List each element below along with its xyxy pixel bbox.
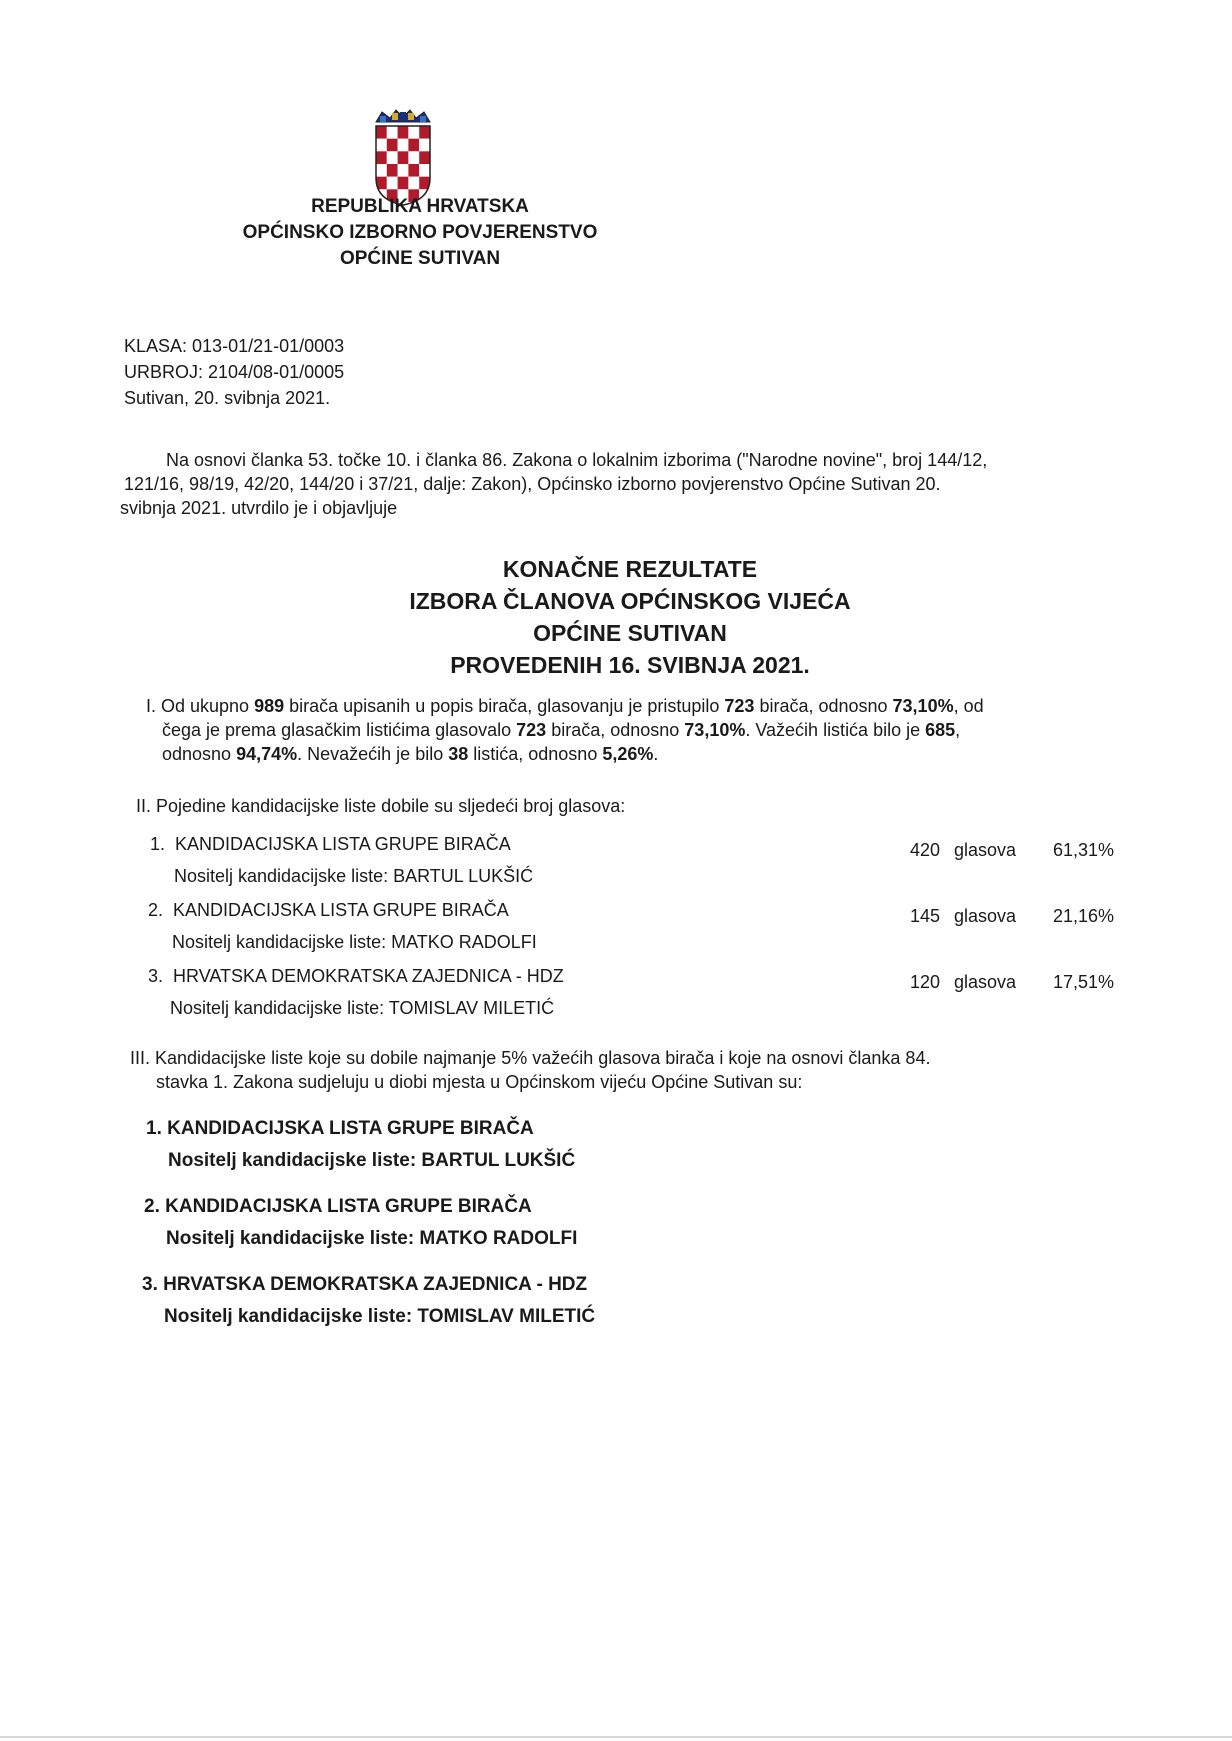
title-line-4: PROVEDENIH 16. SVIBNJA 2021.	[450, 652, 810, 678]
valid-pct: 94,74%	[236, 744, 298, 764]
crest-crown	[376, 110, 430, 122]
voted-ballots: 723	[516, 720, 547, 740]
title-line-3: OPĆINE SUTIVAN	[533, 620, 727, 646]
total-voters: 989	[254, 696, 285, 716]
place-date: Sutivan, 20. svibnja 2021.	[124, 388, 331, 408]
valid-count: 685	[925, 720, 956, 740]
result-list-3: 3. HRVATSKA DEMOKRATSKA ZAJEDNICA - HDZ	[148, 966, 564, 986]
result-word-3: glasova	[954, 972, 1017, 992]
shield-square	[387, 164, 398, 177]
result-word-1: glasova	[954, 840, 1017, 860]
shield-square	[419, 126, 430, 139]
voted-count: 723	[724, 696, 755, 716]
result-list-1: 1. KANDIDACIJSKA LISTA GRUPE BIRAČA	[150, 834, 511, 854]
qualified-holder-2: Nositelj kandidacijske liste: MATKO RADOLFI	[166, 1228, 578, 1249]
shield-square	[387, 177, 398, 190]
qualified-list-2: 2. KANDIDACIJSKA LISTA GRUPE BIRAČA	[144, 1196, 532, 1217]
intro-line-2: 121/16, 98/19, 42/20, 144/20 i 37/21, dalje: Zakon), Općinsko izborno povjerenstvo Općine Sutivan 20.	[124, 474, 941, 494]
result-holder-3: Nositelj kandidacijske liste: TOMISLAV MILETIĆ	[170, 998, 555, 1018]
qualified-holder-3: Nositelj kandidacijske liste: TOMISLAV MILETIĆ	[164, 1306, 596, 1327]
section1-line-3: odnosno 94,74%. Nevažećih je bilo 38 listića, odnosno 5,26%.	[162, 744, 659, 764]
header-commission: OPĆINSKO IZBORNO POVJERENSTVO	[242, 222, 598, 243]
result-votes-2: 145	[909, 906, 940, 926]
turnout-pct: 73,10%	[892, 696, 954, 716]
qualified-list-3: 3. HRVATSKA DEMOKRATSKA ZAJEDNICA - HDZ	[142, 1274, 588, 1295]
result-pct-3: 17,51%	[1052, 972, 1114, 992]
shield-square	[398, 126, 409, 139]
header-republic: REPUBLIKA HRVATSKA	[311, 196, 529, 217]
title-line-1: KONAČNE REZULTATE	[502, 556, 758, 582]
shield-square	[408, 164, 419, 177]
shield-square	[419, 164, 430, 177]
result-list-2: 2. KANDIDACIJSKA LISTA GRUPE BIRAČA	[148, 900, 509, 920]
result-votes-1: 420	[909, 840, 940, 860]
shield-square	[408, 139, 419, 152]
shield-square	[376, 139, 387, 152]
shield-square	[387, 139, 398, 152]
shield-square	[408, 151, 419, 164]
section3-line-1: III. Kandidacijske liste koje su dobile najmanje 5% važećih glasova birača i koje na osnovi članka 84.	[130, 1048, 931, 1068]
shield-square	[398, 164, 409, 177]
invalid-count: 38	[448, 744, 469, 764]
invalid-pct: 5,26%	[602, 744, 654, 764]
coat-of-arms-icon	[372, 108, 434, 206]
result-word-2: glasova	[954, 906, 1017, 926]
result-holder-2: Nositelj kandidacijske liste: MATKO RADOLFI	[172, 932, 537, 952]
result-votes-3: 120	[909, 972, 940, 992]
section1-line-2: čega je prema glasačkim listićima glasovalo 723 birača, odnosno 73,10%. Važećih listića bilo je 685,	[162, 720, 961, 740]
crest-shield	[376, 126, 430, 202]
qualified-holder-1: Nositelj kandidacijske liste: BARTUL LUKŠIĆ	[168, 1150, 576, 1171]
shield-square	[376, 164, 387, 177]
shield-square	[376, 126, 387, 139]
result-holder-1: Nositelj kandidacijske liste: BARTUL LUKŠIĆ	[174, 866, 534, 886]
shield-square	[387, 126, 398, 139]
shield-square	[419, 151, 430, 164]
ballot-pct: 73,10%	[684, 720, 746, 740]
urbroj: URBROJ: 2104/08-01/0005	[124, 362, 345, 382]
title-line-2: IZBORA ČLANOVA OPĆINSKOG VIJEĆA	[409, 588, 851, 614]
qualified-list-1: 1. KANDIDACIJSKA LISTA GRUPE BIRAČA	[146, 1118, 534, 1139]
section2-heading: II. Pojedine kandidacijske liste dobile su sljedeći broj glasova:	[136, 796, 626, 816]
shield-square	[398, 139, 409, 152]
shield-square	[419, 139, 430, 152]
page-edge-divider	[0, 1736, 1232, 1738]
shield-square	[376, 151, 387, 164]
intro-line-3: svibnja 2021. utvrdilo je i objavljuje	[120, 498, 398, 518]
header-municipality: OPĆINE SUTIVAN	[339, 248, 501, 269]
section1-line-1: I. Od ukupno 989 birača upisanih u popis birača, glasovanju je pristupilo 723 birača, odnosno 73,10%, od	[146, 696, 984, 716]
result-pct-1: 61,31%	[1052, 840, 1114, 860]
shield-square	[408, 177, 419, 190]
result-pct-2: 21,16%	[1052, 906, 1114, 926]
section3-line-2: stavka 1. Zakona sudjeluju u diobi mjesta u Općinskom vijeću Općine Sutivan su:	[156, 1072, 803, 1092]
intro-line-1: Na osnovi članka 53. točke 10. i članka 86. Zakona o lokalnim izborima ("Narodne novine", broj 144/12,	[166, 450, 988, 470]
shield-square	[387, 151, 398, 164]
shield-square	[408, 126, 419, 139]
shield-square	[398, 177, 409, 190]
shield-square	[398, 151, 409, 164]
klasa: KLASA: 013-01/21-01/0003	[124, 336, 345, 356]
